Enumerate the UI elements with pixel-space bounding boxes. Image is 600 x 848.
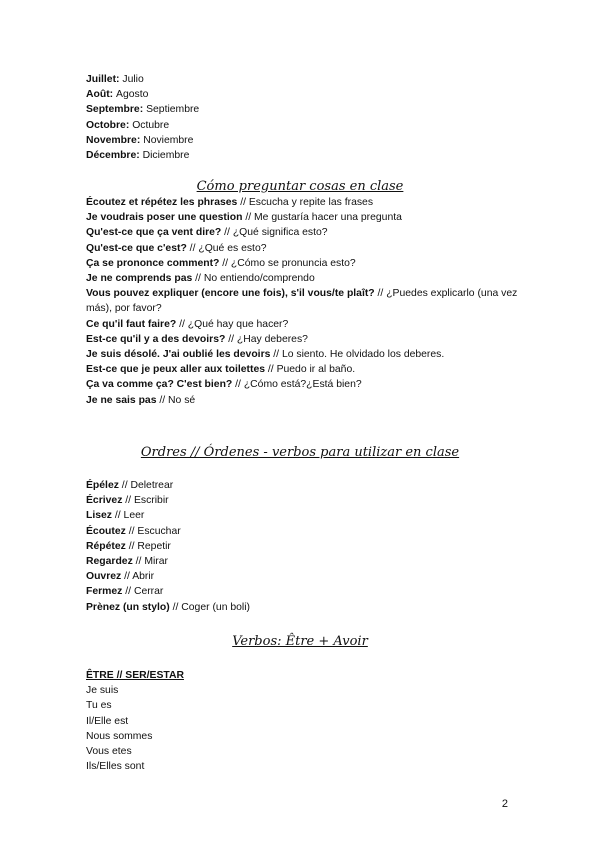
- list-item: Est-ce qu'il y a des devoirs? // ¿Hay deberes?: [86, 333, 308, 345]
- list-item: Ils/Elles sont: [86, 761, 145, 773]
- list-item: Je suis: [86, 685, 119, 697]
- list-item: Nous sommes: [86, 730, 153, 742]
- verbs-list: [86, 668, 526, 774]
- list-item: Je ne sais pas // No sé: [86, 394, 196, 406]
- list-item: Lisez // Leer: [86, 510, 145, 522]
- list-item: Écrivez // Escribir: [86, 495, 169, 507]
- list-item: Ouvrez // Abrir: [86, 571, 155, 583]
- list-item: Qu'est-ce que c'est? // ¿Qué es esto?: [86, 242, 267, 254]
- list-item: Je ne comprends pas // No entiendo/comprendo: [86, 273, 315, 285]
- list-item: Août: Agosto: [86, 89, 149, 101]
- orders-list: [86, 478, 526, 615]
- list-item: Il/Elle est: [86, 715, 129, 727]
- list-item: Octobre: Octubre: [86, 119, 170, 131]
- list-item: Ça va comme ça? C'est bien? // ¿Cómo está?¿Está bien?: [86, 379, 362, 391]
- list-item: Fermez // Cerrar: [86, 586, 164, 598]
- list-item: Je suis désolé. J'ai oublié les devoirs // Lo siento. He olvidado los deberes.: [86, 349, 445, 361]
- list-item: Vous etes: [86, 746, 132, 758]
- list-item: Qu'est-ce que ça vent dire? // ¿Qué significa esto?: [86, 227, 328, 239]
- list-item: Épélez // Deletrear: [86, 480, 174, 491]
- section-heading-verbs: Verbos: Être + Avoir: [232, 634, 368, 649]
- list-item: Répétez // Repetir: [86, 540, 171, 552]
- list-item: Écoutez // Escuchar: [86, 525, 181, 537]
- page-number: 2: [501, 798, 508, 810]
- verb-subheading: ÊTRE // SER/ESTAR: [86, 670, 184, 681]
- list-item: Regardez // Mirar: [86, 556, 168, 568]
- list-item: Septembre: Septiembre: [86, 104, 200, 116]
- list-item: Je voudrais poser une question // Me gustaría hacer una pregunta: [86, 212, 402, 224]
- list-item: Décembre: Diciembre: [86, 150, 190, 162]
- list-item: Vous pouvez expliquer (encore une fois), s'il vous/te plaît? // ¿Puedes explicarlo (una vez más), por favor?: [86, 288, 518, 315]
- list-item: Ça se prononce comment? // ¿Cómo se pronuncia esto?: [86, 257, 356, 269]
- section-heading-orders: Ordres // Órdenes - verbos para utilizar en clase: [140, 445, 460, 460]
- list-item: Est-ce que je peux aller aux toilettes // Puedo ir al baño.: [86, 364, 356, 376]
- list-item: Ce qu'il faut faire? // ¿Qué hay que hacer?: [86, 318, 289, 330]
- list-item: Écoutez et répétez les phrases // Escucha y repite las frases: [86, 197, 374, 208]
- section-heading-questions: Cómo preguntar cosas en clase: [196, 179, 404, 194]
- months-list: [86, 72, 526, 163]
- list-item: Juillet: Julio: [86, 74, 144, 85]
- list-item: Tu es: [86, 700, 112, 712]
- list-item: Prènez (un stylo) // Coger (un boli): [86, 601, 250, 613]
- list-item: Novembre: Noviembre: [86, 134, 194, 146]
- questions-list: [86, 195, 526, 408]
